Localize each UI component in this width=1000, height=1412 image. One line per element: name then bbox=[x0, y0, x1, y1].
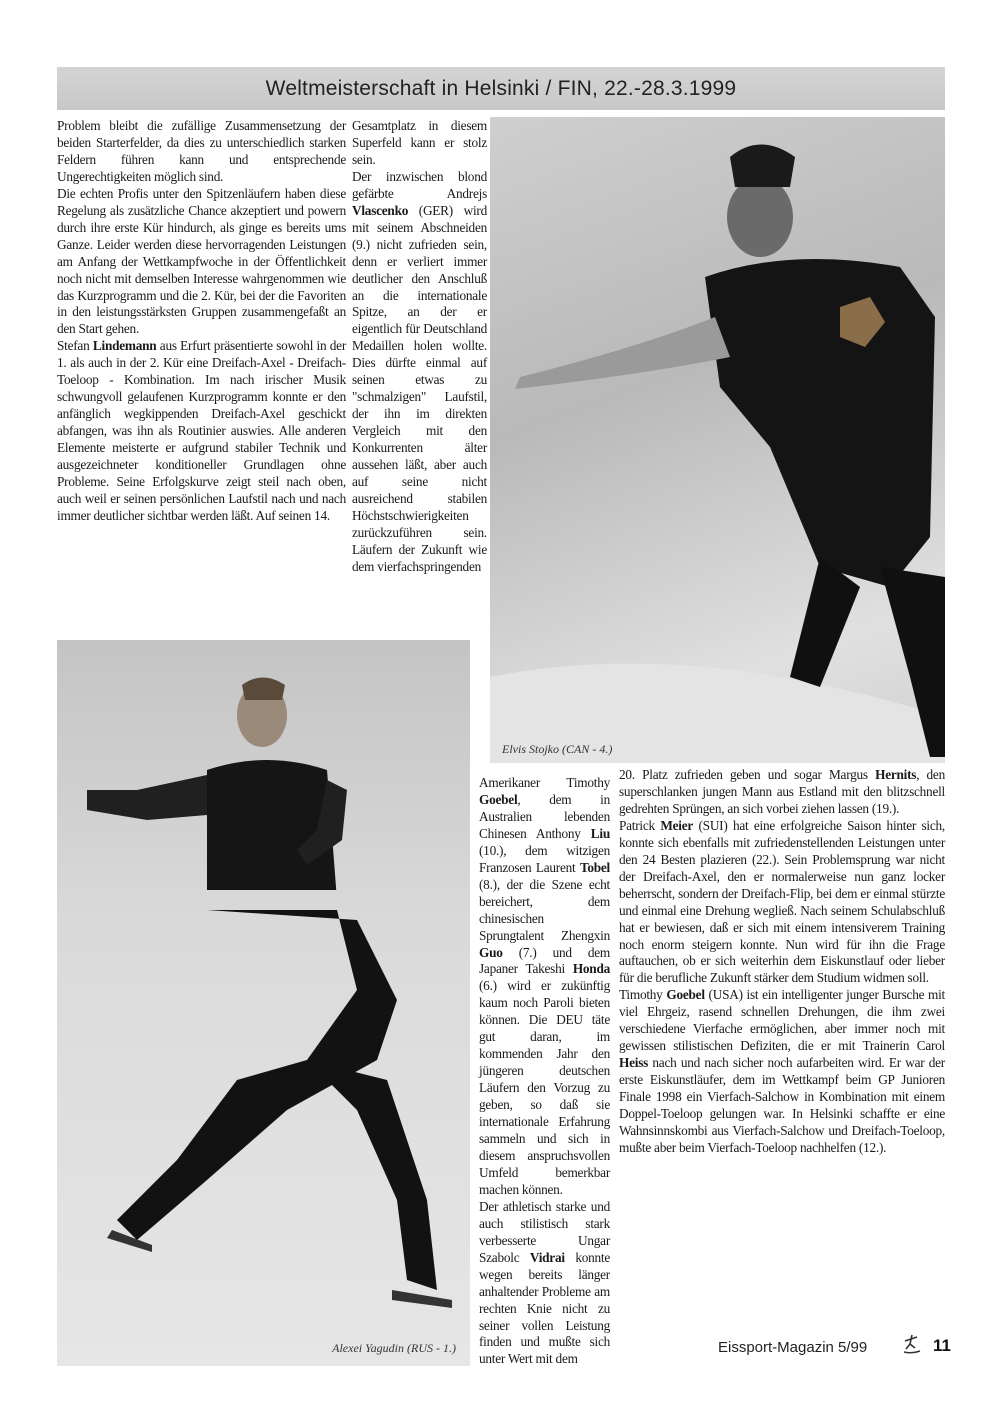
text-run: (USA) ist ein intelligenter junger Bursche mit viel Ehrgeiz, rasend schnellen Drehungen, die ihm zwei verschiedene Vierfache ermöglichen, aber immer noch mit gewissen stilistischen Defiziten, die er mit Trainerin Carol bbox=[619, 987, 946, 1054]
text-run: (GER) wird mit seinem Abschneiden (9.) nicht zufrieden sein, denn er verliert immer deutlicher den Anschluß an die internationale Spitze, an der er eigentlich für Deutschland Medaillen holen wollte. Dies dürfte einmal auf seinen etwas zu "schmalzigen" Laufstil, der ihn im direkten Vergleich mit den Konkurrenten älter aussehen läßt, aber auch auf seine nicht ausreichend stabilen Höchstschwierigkeiten zurückzuführen sein. Läufern der Zukunft wie dem vierfachspringenden bbox=[352, 202, 487, 574]
text-run: Die echten Profis unter den Spitzenläufern haben diese Regelung als zusätzliche Chance akzeptiert und powern durch ihre erste Kür hindurch, als ginge es bereits ums Ganze. Leider werden diese hervorragenden Leistungen am Anfang der Wettkampfwoche in der Öffentlichkeit noch nicht mit demselben Interesse wahrgenommen wie das Kurzprogramm und die 2. Kür, bei der die Favoriten in den leistungsstärksten Gruppen zusammengefaßt an den Start gehen. bbox=[57, 185, 346, 337]
text-run: , dem in Australien lebenden Chinesen Anthony bbox=[479, 791, 610, 841]
text-run: (7.) und dem Japaner Takeshi bbox=[479, 944, 610, 977]
text-run: Timothy bbox=[619, 987, 667, 1003]
text-run: 20. Platz zufrieden geben und sogar Margus bbox=[619, 767, 876, 782]
text-column-3 bbox=[479, 775, 610, 1368]
article-header-bar bbox=[57, 67, 945, 110]
text-run: (8.), der die Szene echt bereichert, dem chinesischen Sprungtalent Zhengxin bbox=[479, 876, 610, 943]
text-run: (10.), dem witzigen Franzosen Laurent bbox=[479, 842, 610, 875]
photo-elvis-stojko bbox=[490, 117, 945, 763]
article-title: Weltmeisterschaft in Helsinki / FIN, 22.-28.3.1999 bbox=[265, 76, 737, 100]
bold-name: Hernits bbox=[875, 767, 917, 782]
text-run: Stefan bbox=[57, 338, 93, 354]
text-run: Gesamtplatz in diesem Superfeld kann er stolz sein. bbox=[352, 118, 487, 167]
bold-name: Goebel bbox=[666, 987, 705, 1003]
bold-name: Lindemann bbox=[92, 338, 157, 354]
text-run: Der inzwischen blond gefärbte Andrejs bbox=[352, 168, 487, 201]
paragraph bbox=[57, 186, 346, 339]
photo-caption-yagudin: Alexei Yagudin (RUS - 1.) bbox=[332, 1341, 456, 1355]
paragraph bbox=[57, 118, 346, 186]
bold-name: Meier bbox=[660, 817, 694, 833]
footer-magazine-name: Eissport-Magazin 5/99 bbox=[718, 1339, 868, 1356]
bold-name: Vlascenko bbox=[352, 202, 409, 218]
paragraph bbox=[619, 767, 945, 818]
paragraph bbox=[479, 775, 610, 1199]
paragraph bbox=[352, 169, 487, 576]
bold-name: Liu bbox=[590, 825, 610, 841]
paragraph bbox=[619, 818, 945, 988]
bold-name: Goebel bbox=[479, 791, 518, 807]
photo-caption-stojko: Elvis Stojko (CAN - 4.) bbox=[502, 742, 613, 756]
text-column-4 bbox=[619, 767, 945, 1157]
text-run: aus Erfurt präsentierte sowohl in der 1. als auch in der 2. Kür eine Dreifach-Axel - Dreifach-Toeloop - Kombination. Im nach irischer Musik schwungvoll gelaufenen Kurzprogramm konnte er den anfänglich wegkippenden Dreifach-Axel geschickt abfangen, was ihn als Routinier auswies. Alle anderen Elemente meisterte er aufgrund stabiler Technik und ausgezeichneter konditioneller Grundlagen ohne Probleme. Seine Erfolgskurve zeigt steil nach oben, auch weil er seinen persönlichen Laufstil nach und nach immer deutlicher sichtbar werden läßt. Auf seinen 14. bbox=[57, 338, 346, 523]
paragraph bbox=[57, 338, 346, 524]
text-run: nach und nach sicher noch aufarbeiten wird. Er war der erste Eiskunstläufer, dem im Wettkampf beim GP Junioren Finale 1998 ein Vierfach-Salchow in Kombination mit einem Doppel-Toeloop gelungen war. In Helsinki schaffte er eine Wahnsinnskombi aus Vierfach-Salchow und Dreifach-Toeloop, mußte aber beim Vierfach-Toeloop nachhelfen (12.). bbox=[619, 1055, 945, 1155]
bold-name: Tobel bbox=[579, 859, 610, 875]
page-number: 11 bbox=[933, 1336, 951, 1355]
bold-name: Guo bbox=[479, 944, 503, 960]
text-column-2 bbox=[352, 118, 487, 576]
photo-alexei-yagudin bbox=[57, 640, 470, 1366]
text-run: Problem bleibt die zufällige Zusammensetzung der beiden Starterfelder, da dies zu unterschiedlich starken Feldern führen kann und entsprechende Ungerechtigkeiten möglich sind. bbox=[57, 118, 346, 184]
text-run: Amerikaner Timothy bbox=[479, 775, 610, 790]
bold-name: Honda bbox=[572, 961, 610, 977]
text-run: Der athletisch starke und auch stilistisch stark verbesserte Ungar Szabolc bbox=[479, 1198, 610, 1265]
bold-name: Vidrai bbox=[529, 1249, 565, 1265]
skater-silhouette-yagudin bbox=[57, 640, 470, 1366]
paragraph bbox=[352, 118, 487, 169]
skater-logo-icon bbox=[900, 1332, 924, 1356]
text-run: (6.) wird er zukünftig kaum noch Paroli bieten können. Die DEU täte gut daran, im kommenden Jahr den jüngeren deutschen Läufern den Vorzug zu geben, so daß sie internationale Erfahrung sammeln und sich in diesem anspruchsvollen Umfeld bemerkbar machen können. bbox=[479, 978, 610, 1197]
text-run: Patrick bbox=[619, 817, 661, 833]
text-column-1 bbox=[57, 118, 346, 525]
text-run: konnte wegen bereits länger anhaltender Probleme am rechten Knie nicht zu seiner vollen Leistung finden und mußte sich unter Wert mit dem bbox=[479, 1249, 611, 1367]
skater-silhouette-stojko bbox=[490, 117, 945, 763]
paragraph bbox=[479, 1199, 610, 1369]
paragraph bbox=[619, 987, 945, 1157]
bold-name: Heiss bbox=[619, 1055, 649, 1071]
text-run: (SUI) hat eine erfolgreiche Saison hinter sich, konnte sich ebenfalls mit zufriedenstellenden Leistungen unter den 24 Besten plazieren (22.). Sein Problemsprung war nicht der Dreifach-Axel, den er normalerweise nun ganz locker beherrscht, sondern der Dreifach-Flip, bei dem er einmal stürzte und einmal eine Drehung wegließ. Nach seinem Schulabschluß hat er bewiesen, daß er sich mit einem intensiverem Training noch enorm steigern konnte. Nun wird für ihn die Frage auftauchen, ob er sich weiterhin dem Eiskunstlauf oder lieber für die berufliche Zukunft stärker dem Studium widmen soll. bbox=[619, 817, 945, 986]
text-run: , den superschlanken jungen Mann aus Estland mit den blitzschnell gedrehten Sprüngen, an sich vorbei ziehen lassen (19.). bbox=[619, 767, 945, 816]
